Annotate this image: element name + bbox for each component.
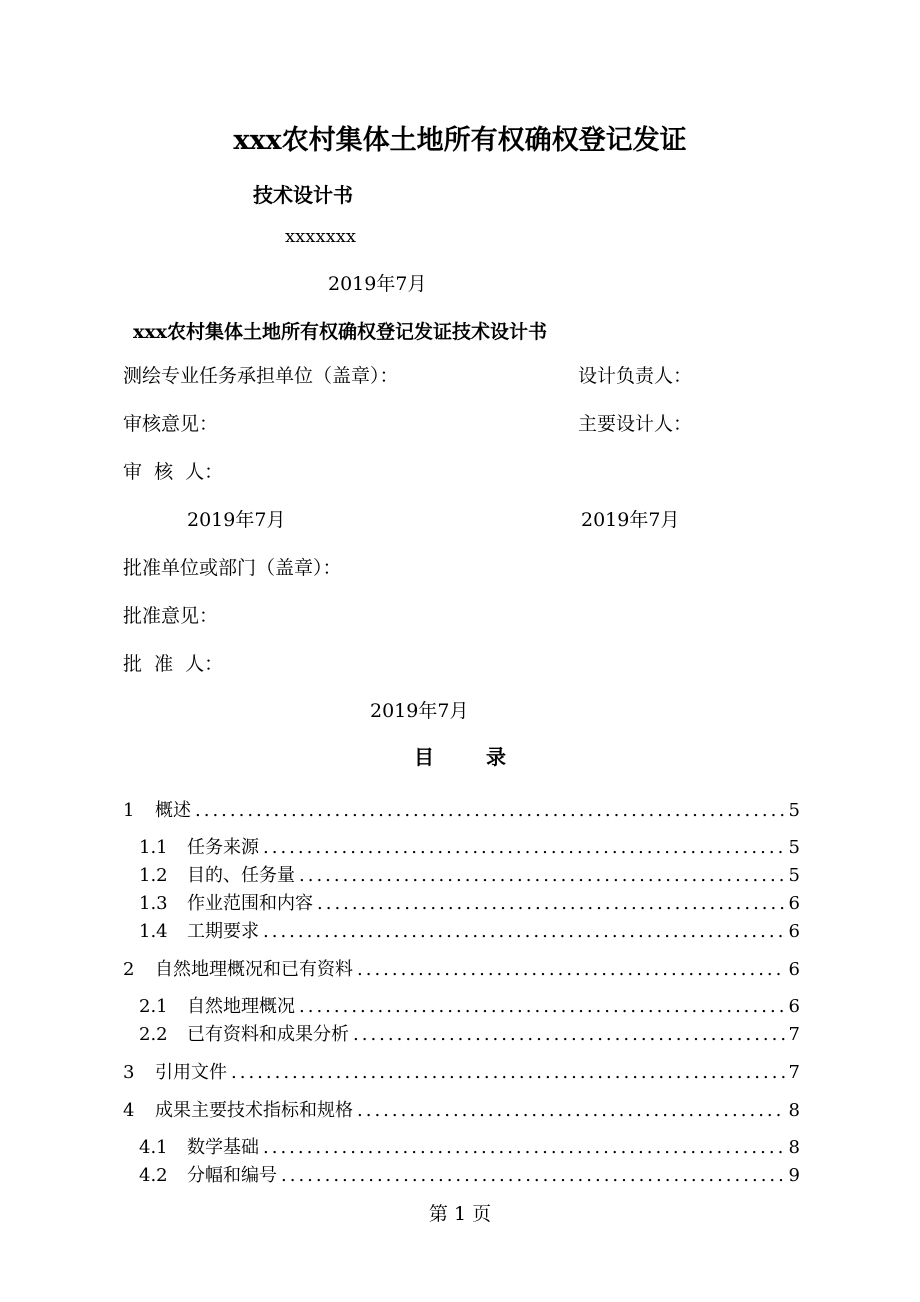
toc-entry[interactable] xyxy=(123,1058,800,1084)
page-number-footer: 第 1 页 xyxy=(428,1203,492,1225)
toc-entry-page: 6 xyxy=(788,996,800,1017)
toc-entry-page: 6 xyxy=(788,921,800,942)
toc-entry-page: 6 xyxy=(788,959,800,980)
toc-entry-page: 5 xyxy=(788,800,800,821)
document-title: xxx农村集体土地所有权确权登记发证 xyxy=(233,125,687,156)
toc-heading-left: 目 xyxy=(414,745,434,769)
toc-entry[interactable] xyxy=(139,992,800,1018)
toc-entry-number: 1.2 xyxy=(139,865,168,886)
toc-leader xyxy=(357,959,785,980)
toc-entry-number: 1.4 xyxy=(139,921,168,942)
toc-entry-page: 5 xyxy=(788,865,800,886)
toc-entry-number: 1.1 xyxy=(139,837,168,858)
toc-entry[interactable] xyxy=(139,1020,800,1046)
toc-entry[interactable] xyxy=(123,955,800,981)
toc-entry-page: 6 xyxy=(788,893,800,914)
task-unit-label: 测绘专业任务承担单位（盖章）： xyxy=(123,365,399,387)
toc-heading-right: 录 xyxy=(486,745,506,769)
toc-entry-title: 成果主要技术指标和规格 xyxy=(155,1100,353,1121)
toc-entry-number: 2 xyxy=(123,959,135,980)
toc-entry-number: 1 xyxy=(123,800,135,821)
toc-leader xyxy=(263,837,785,858)
toc-entry[interactable] xyxy=(139,833,800,859)
toc-entry-number: 4.2 xyxy=(139,1165,168,1186)
toc-leader xyxy=(357,1100,785,1121)
toc-leader xyxy=(263,1137,785,1158)
toc-entry-title: 引用文件 xyxy=(155,1062,227,1083)
toc-leader xyxy=(317,893,785,914)
toc-entry-title: 分幅和编号 xyxy=(187,1165,277,1186)
design-lead-label: 设计负责人： xyxy=(578,365,693,387)
toc-heading xyxy=(0,741,920,770)
author-name: xxxxxxx xyxy=(285,226,357,247)
toc-entry-number: 1.3 xyxy=(139,893,168,914)
review-date-left: 2019年7月 xyxy=(187,509,286,531)
approve-date: 2019年7月 xyxy=(370,700,469,722)
approve-unit-label: 批准单位或部门（盖章）： xyxy=(123,557,342,579)
toc-entry-title: 自然地理概况 xyxy=(187,996,295,1017)
toc-entry-number: 3 xyxy=(123,1062,135,1083)
toc-entry[interactable] xyxy=(139,861,800,887)
toc-entry-title: 数学基础 xyxy=(187,1137,259,1158)
toc-entry-page: 7 xyxy=(788,1062,800,1083)
toc-entry-number: 4 xyxy=(123,1100,135,1121)
toc-entry-number: 2.2 xyxy=(139,1024,168,1045)
approver-label: 批 准 人： xyxy=(123,653,224,675)
toc-entry[interactable] xyxy=(139,1133,800,1159)
toc-entry-title: 作业范围和内容 xyxy=(187,893,313,914)
toc-leader xyxy=(195,800,785,821)
toc-leader xyxy=(353,1024,785,1045)
review-opinion-label: 审核意见： xyxy=(123,413,219,435)
reviewer-label: 审 核 人： xyxy=(123,461,224,483)
toc-entry-title: 任务来源 xyxy=(187,837,259,858)
approval-title: xxx农村集体土地所有权确权登记发证技术设计书 xyxy=(133,321,547,343)
toc-entry-number: 4.1 xyxy=(139,1137,168,1158)
toc-leader xyxy=(231,1062,785,1083)
approve-opinion-label: 批准意见： xyxy=(123,605,219,627)
toc-entry-title: 工期要求 xyxy=(187,921,259,942)
toc-entry-title: 概述 xyxy=(155,800,191,821)
toc-entry-title: 已有资料和成果分析 xyxy=(187,1024,349,1045)
toc-entry-title: 目的、任务量 xyxy=(187,865,295,886)
toc-entry-page: 8 xyxy=(788,1137,800,1158)
main-designer-label: 主要设计人： xyxy=(578,413,693,435)
review-date-right: 2019年7月 xyxy=(581,509,680,531)
toc-entry[interactable] xyxy=(123,1096,800,1122)
toc-entry-title: 自然地理概况和已有资料 xyxy=(155,959,353,980)
toc-entry[interactable] xyxy=(139,1161,800,1187)
toc-entry-page: 9 xyxy=(788,1165,800,1186)
cover-date: 2019年7月 xyxy=(328,273,427,295)
toc-entry-page: 5 xyxy=(788,837,800,858)
toc-leader xyxy=(299,996,785,1017)
toc-entry-page: 8 xyxy=(788,1100,800,1121)
toc-leader xyxy=(281,1165,785,1186)
toc-entry[interactable] xyxy=(139,917,800,943)
toc-leader xyxy=(263,921,785,942)
toc-entry-page: 7 xyxy=(788,1024,800,1045)
document-subtitle: 技术设计书 xyxy=(253,183,353,207)
toc-entry-number: 2.1 xyxy=(139,996,168,1017)
toc-entry[interactable] xyxy=(123,796,800,822)
toc-leader xyxy=(299,865,785,886)
toc-entry[interactable] xyxy=(139,889,800,915)
